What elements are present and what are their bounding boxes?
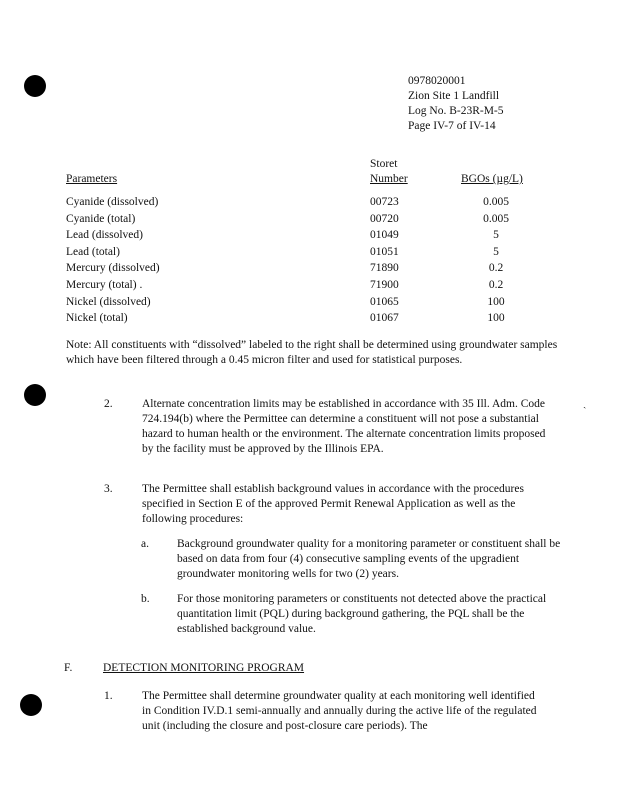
col-header-storet (370, 157, 408, 187)
table-row (66, 227, 546, 244)
parameter-cell: Cyanide (total) (66, 212, 136, 225)
section-f-heading (64, 661, 464, 677)
parameter-cell: Lead (dissolved) (66, 229, 143, 242)
storet-cell: 01049 (370, 229, 399, 242)
sub-item-a (141, 537, 566, 585)
table-row (66, 310, 546, 327)
table-row (66, 294, 546, 311)
item-text: Alternate concentration limits may be established in accordance with 35 Ill. Adm. Code 724.194(b) where the Permittee can determine a constituent will not pose a substantial hazard to human health or the environment. The alternate concentration limits proposed by the facility must be approved by the Illinois EPA. (142, 398, 546, 455)
section-letter: F. (64, 662, 73, 674)
bgo-cell: 0.2 (488, 278, 504, 291)
table-row (66, 244, 546, 261)
binder-hole-top (24, 75, 46, 97)
col-header-storet-line2: Number (370, 173, 408, 185)
sub-item-b (141, 592, 566, 640)
stray-scan-mark: ˎ (583, 398, 587, 409)
sub-item-letter: a. (141, 538, 149, 550)
col-header-parameters: Parameters (66, 173, 118, 185)
table-row (66, 194, 546, 211)
storet-cell: 00720 (370, 212, 399, 225)
bgo-cell: 5 (493, 245, 499, 258)
bgo-cell: 100 (487, 295, 505, 308)
storet-cell: 00723 (370, 196, 399, 208)
parameter-cell: Cyanide (dissolved) (66, 196, 159, 208)
bgo-cell: 5 (493, 229, 499, 242)
document-header (408, 74, 504, 134)
item-number: 1. (104, 690, 113, 702)
list-item-2 (104, 397, 564, 469)
storet-cell: 01051 (370, 245, 399, 258)
parameter-cell: Lead (total) (66, 245, 120, 258)
table-row (66, 260, 546, 277)
bgo-cell: 0.005 (483, 212, 509, 225)
sub-item-text: For those monitoring parameters or constituents not detected above the practical quantitation limit (PQL) during background gathering, the PQL shall be the established background value. (177, 593, 547, 635)
item-text: The Permittee shall determine groundwater quality at each monitoring well identified in Condition IV.D.1 semi-annually and annually during the active life of the regulated unit (including the closure and post-closure care periods). The (142, 690, 537, 732)
col-header-storet-line1: Storet (370, 158, 398, 170)
col-header-bgo: BGOs (µg/L) (461, 173, 523, 185)
sub-item-text: Background groundwater quality for a monitoring parameter or constituent shall be based on data from four (4) consecutive sampling events of the upgradient groundwater monitoring wells for two (2) years. (177, 538, 561, 580)
storet-cell: 01067 (370, 312, 399, 325)
storet-cell: 71890 (370, 262, 399, 275)
parameter-table (66, 194, 546, 327)
parameter-cell: Nickel (dissolved) (66, 295, 151, 308)
binder-hole-bottom (20, 694, 42, 716)
bgo-cell: 0.2 (488, 262, 504, 275)
list-item-3 (104, 482, 564, 530)
table-row (66, 211, 546, 228)
section-title: DETECTION MONITORING PROGRAM (103, 662, 305, 674)
dissolved-note: Note: All constituents with “dissolved” labeled to the right shall be determined using groundwater samples which have been filtered through a 0.45 micron filter and used for statistical purposes. (66, 339, 558, 366)
section-f-item-1 (104, 689, 564, 737)
sub-item-letter: b. (141, 593, 150, 605)
item-number: 3. (104, 483, 113, 495)
parameter-cell: Nickel (total) (66, 312, 128, 325)
parameter-cell: Mercury (total) . (66, 278, 143, 291)
storet-cell: 71900 (370, 278, 399, 291)
item-text: The Permittee shall establish background values in accordance with the procedures specified in Section E of the approved Permit Renewal Application as well as the following procedures: (142, 483, 524, 525)
page-number: Page IV-7 of IV-14 (408, 120, 496, 132)
doc-id: 0978020001 (408, 75, 466, 87)
table-row (66, 277, 546, 294)
item-number: 2. (104, 398, 113, 410)
site-name: Zion Site 1 Landfill (408, 90, 500, 102)
log-number: Log No. B-23R-M-5 (408, 105, 504, 117)
binder-hole-middle (24, 384, 46, 406)
bgo-cell: 0.005 (483, 196, 509, 208)
storet-cell: 01065 (370, 295, 399, 308)
parameter-cell: Mercury (dissolved) (66, 262, 160, 275)
bgo-cell: 100 (487, 312, 505, 325)
